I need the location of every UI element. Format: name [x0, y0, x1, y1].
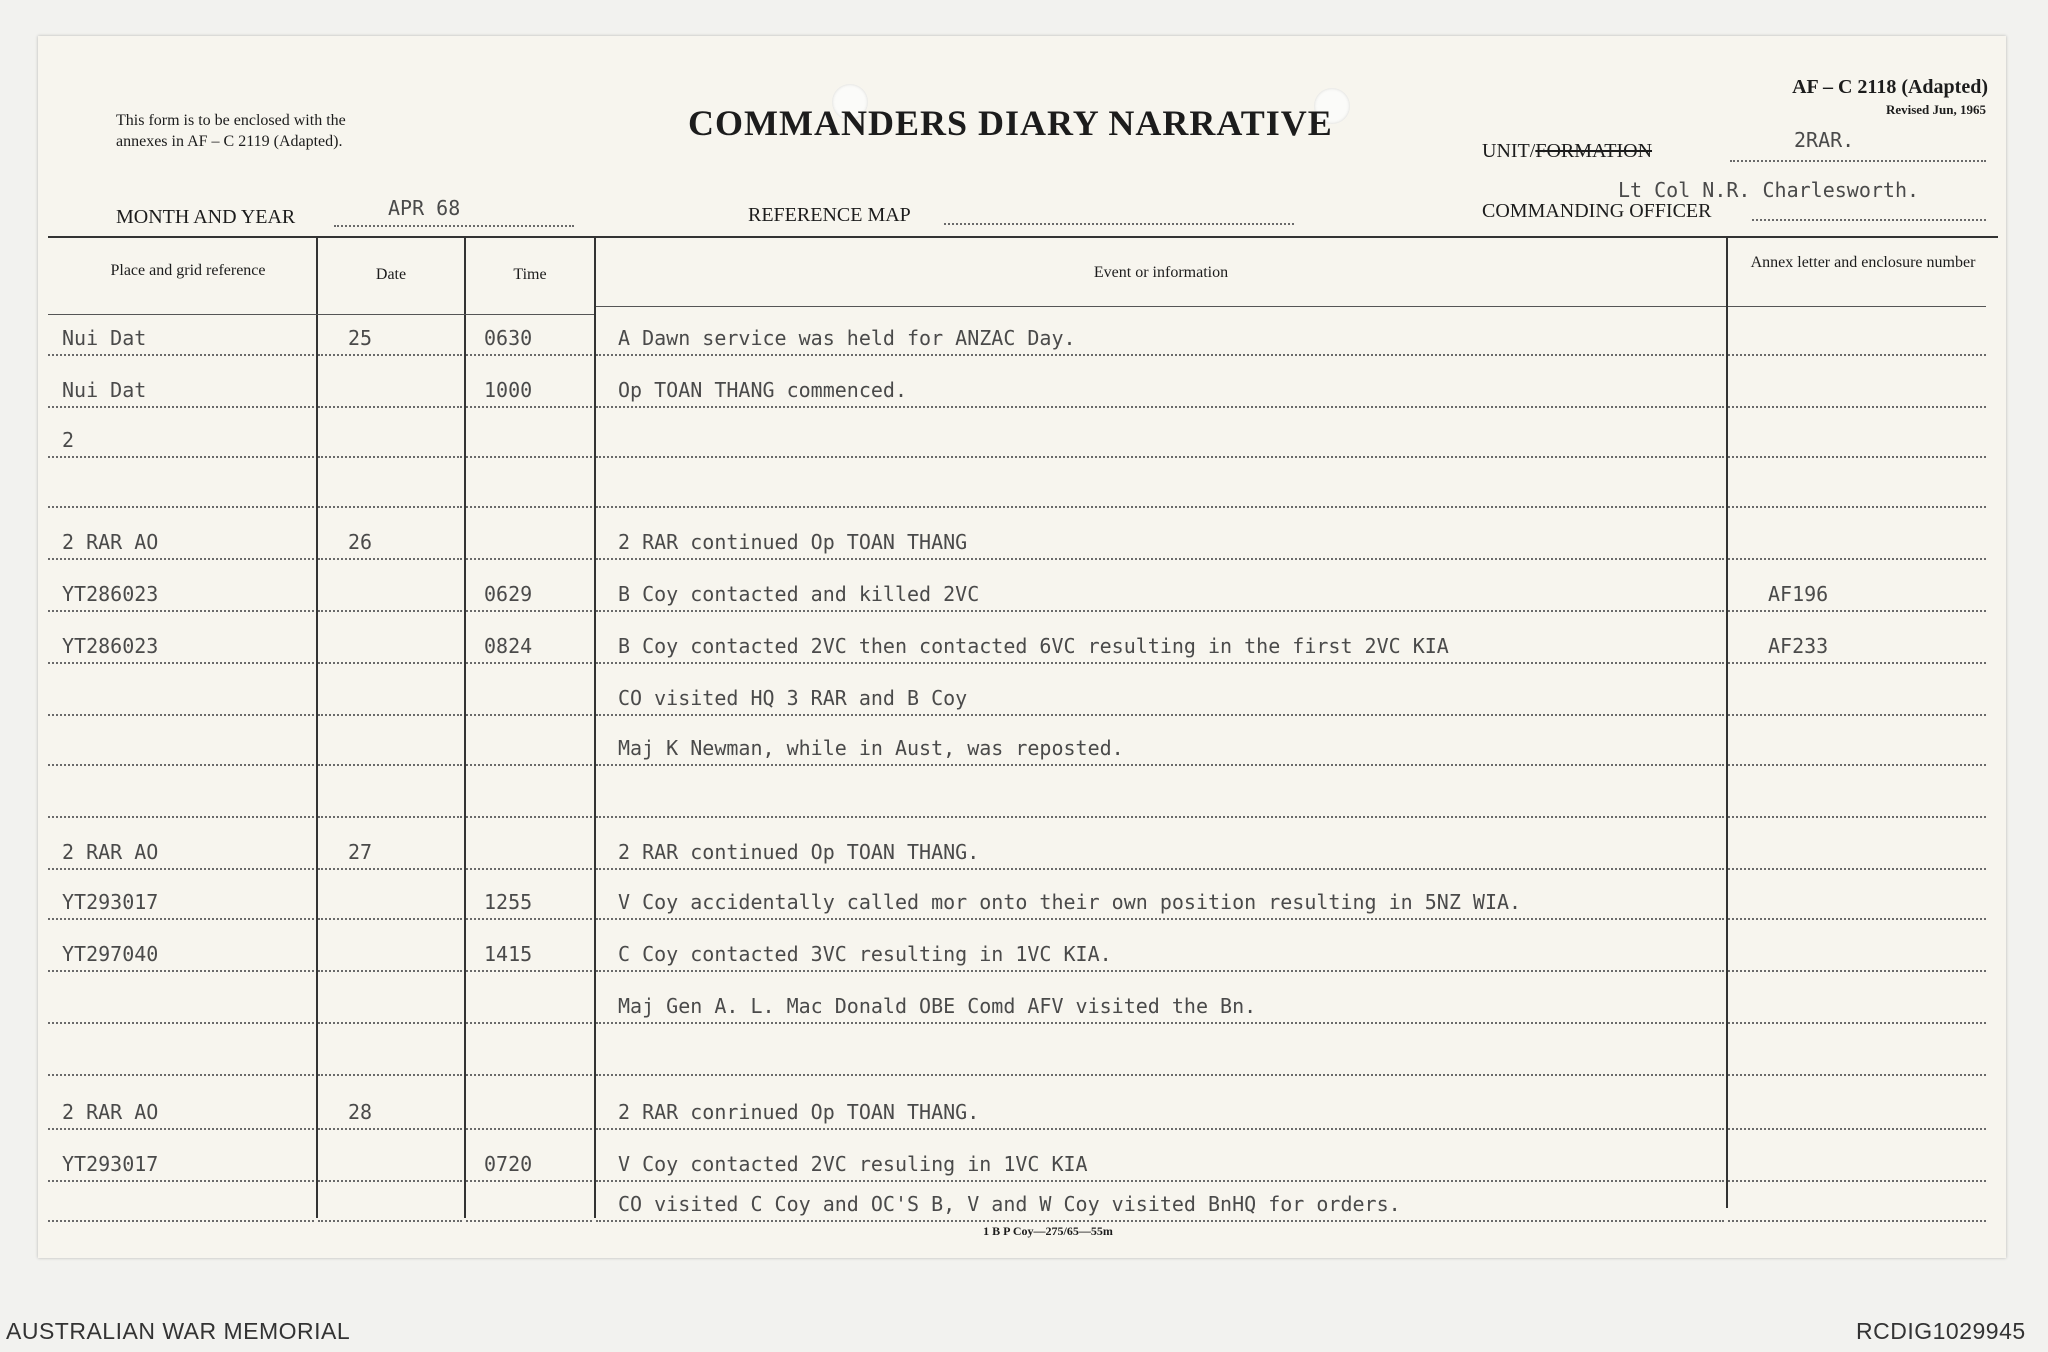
row-dotline	[596, 868, 1724, 870]
row-dotline	[1728, 406, 1986, 408]
row-dotline	[318, 1022, 462, 1024]
row-cell-event: B Coy contacted 2VC then contacted 6VC resulting in the first 2VC KIA	[618, 634, 1449, 658]
row-dotline	[1728, 1128, 1986, 1130]
co-dotline	[1752, 219, 1986, 221]
row-dotline	[596, 406, 1724, 408]
row-dotline	[48, 406, 314, 408]
row-cell-time: 0629	[484, 582, 533, 606]
row-dotline	[318, 970, 462, 972]
row-dotline	[318, 610, 462, 612]
row-dotline	[48, 1220, 314, 1222]
diary-sheet	[38, 36, 2006, 1258]
column-header-date: Date	[375, 266, 407, 283]
row-dotline	[466, 354, 592, 356]
row-dotline	[48, 662, 314, 664]
row-cell-date: 28	[348, 1100, 373, 1124]
row-dotline	[1728, 354, 1986, 356]
row-dotline	[48, 1180, 314, 1182]
row-dotline	[318, 764, 462, 766]
row-cell-event: CO visited HQ 3 RAR and B Coy	[618, 686, 968, 710]
row-dotline	[596, 456, 1724, 458]
row-dotline	[1728, 1220, 1986, 1222]
row-dotline	[318, 816, 462, 818]
row-dotline	[1728, 1074, 1986, 1076]
row-dotline	[596, 506, 1724, 508]
row-cell-place: 2	[62, 428, 75, 452]
row-dotline	[318, 662, 462, 664]
row-dotline	[48, 918, 314, 920]
row-dotline	[596, 714, 1724, 716]
row-cell-time: 1000	[484, 378, 533, 402]
row-dotline	[318, 558, 462, 560]
row-dotline	[48, 970, 314, 972]
row-dotline	[596, 558, 1724, 560]
row-dotline	[466, 610, 592, 612]
revised-date: Revised Jun, 1965	[1885, 102, 1986, 117]
row-dotline	[1728, 662, 1986, 664]
row-cell-annex: AF233	[1768, 634, 1829, 658]
row-cell-time: 0720	[484, 1152, 533, 1176]
row-dotline	[596, 610, 1724, 612]
form-title: COMMANDERS DIARY NARRATIVE	[688, 103, 1333, 143]
row-dotline	[466, 714, 592, 716]
row-dotline	[48, 714, 314, 716]
row-dotline	[466, 816, 592, 818]
form-code: AF – C 2118 (Adapted)	[1792, 76, 1988, 98]
archive-credit: AUSTRALIAN WAR MEMORIAL	[6, 1318, 351, 1344]
row-cell-place: YT286023	[62, 634, 159, 658]
row-dotline	[466, 918, 592, 920]
row-cell-event: 2 RAR continued Op TOAN THANG	[618, 530, 968, 554]
formation-struck-label: FORMATION	[1535, 140, 1653, 162]
row-dotline	[466, 1180, 592, 1182]
row-cell-date: 26	[348, 530, 373, 554]
row-dotline	[466, 1022, 592, 1024]
table-top-rule	[48, 236, 1998, 238]
row-cell-place: YT297040	[62, 942, 159, 966]
row-dotline	[1728, 1180, 1986, 1182]
row-dotline	[596, 662, 1724, 664]
row-cell-date: 27	[348, 840, 373, 864]
unit-label	[1482, 140, 1652, 163]
row-dotline	[1728, 816, 1986, 818]
row-dotline	[466, 764, 592, 766]
row-dotline	[48, 354, 314, 356]
header-rule	[48, 314, 594, 315]
column-header-event: Event or information	[1093, 264, 1229, 281]
row-cell-event: 2 RAR continued Op TOAN THANG.	[618, 840, 980, 864]
commanding-officer-label: COMMANDING OFFICER	[1482, 200, 1712, 222]
reference-map-dotline	[944, 223, 1294, 225]
row-cell-annex: AF196	[1768, 582, 1829, 606]
row-dotline	[48, 456, 314, 458]
row-cell-event: Maj K Newman, while in Aust, was reposted.	[618, 736, 1124, 760]
row-dotline	[466, 558, 592, 560]
unit-dotline	[1730, 160, 1986, 162]
row-dotline	[318, 868, 462, 870]
row-dotline	[466, 1074, 592, 1076]
row-dotline	[1728, 558, 1986, 560]
row-dotline	[466, 506, 592, 508]
row-dotline	[318, 1180, 462, 1182]
row-dotline	[466, 1220, 592, 1222]
row-cell-date: 25	[348, 326, 373, 350]
row-dotline	[48, 764, 314, 766]
row-dotline	[596, 918, 1724, 920]
unit-label-text: UNIT/	[1482, 140, 1536, 162]
month-year-value: APR 68	[388, 196, 461, 220]
row-dotline	[318, 1220, 462, 1222]
row-dotline	[466, 456, 592, 458]
row-cell-place: YT286023	[62, 582, 159, 606]
printer-note: 1 B P Coy—275/65—55m	[983, 1224, 1113, 1238]
row-dotline	[1728, 610, 1986, 612]
row-dotline	[318, 1074, 462, 1076]
row-dotline	[318, 456, 462, 458]
row-dotline	[48, 558, 314, 560]
row-dotline	[1728, 970, 1986, 972]
row-cell-place: Nui Dat	[62, 378, 147, 402]
row-dotline	[596, 764, 1724, 766]
row-dotline	[1728, 1022, 1986, 1024]
commanding-officer-value: Lt Col N.R. Charlesworth.	[1618, 178, 1920, 202]
row-cell-event: 2 RAR conrinued Op TOAN THANG.	[618, 1100, 980, 1124]
header-rule	[596, 306, 1726, 307]
row-dotline	[466, 970, 592, 972]
row-dotline	[596, 1220, 1724, 1222]
row-cell-event: CO visited C Coy and OC'S B, V and W Coy visited BnHQ for orders.	[618, 1192, 1401, 1216]
row-dotline	[1728, 764, 1986, 766]
row-dotline	[596, 1180, 1724, 1182]
row-cell-place: YT293017	[62, 890, 159, 914]
row-cell-time: 0630	[484, 326, 533, 350]
row-dotline	[48, 610, 314, 612]
column-divider	[464, 238, 466, 1218]
row-dotline	[48, 1074, 314, 1076]
row-dotline	[318, 714, 462, 716]
column-divider	[316, 238, 318, 1218]
column-header-place: Place and grid reference	[110, 262, 266, 279]
column-header-time: Time	[513, 266, 547, 283]
row-dotline	[596, 1128, 1724, 1130]
row-cell-event: C Coy contacted 3VC resulting in 1VC KIA.	[618, 942, 1112, 966]
row-cell-place: Nui Dat	[62, 326, 147, 350]
row-cell-event: V Coy contacted 2VC resuling in 1VC KIA	[618, 1152, 1088, 1176]
row-dotline	[466, 406, 592, 408]
archive-id: RCDIG1029945	[1856, 1318, 2026, 1344]
row-dotline	[1728, 918, 1986, 920]
row-cell-time: 1255	[484, 890, 533, 914]
row-dotline	[596, 1022, 1724, 1024]
row-dotline	[318, 506, 462, 508]
row-cell-event: Maj Gen A. L. Mac Donald OBE Comd AFV visited the Bn.	[618, 994, 1257, 1018]
row-dotline	[318, 1128, 462, 1130]
row-dotline	[1728, 714, 1986, 716]
row-cell-event: Op TOAN THANG commenced.	[618, 378, 907, 402]
row-dotline	[48, 1128, 314, 1130]
row-cell-place: 2 RAR AO	[62, 530, 159, 554]
row-dotline	[596, 970, 1724, 972]
row-dotline	[596, 354, 1724, 356]
row-cell-place: 2 RAR AO	[62, 840, 159, 864]
month-year-label: MONTH AND YEAR	[116, 206, 296, 228]
row-cell-time: 0824	[484, 634, 533, 658]
unit-value: 2RAR.	[1794, 128, 1855, 152]
enclosure-note-line: This form is to be enclosed with the	[116, 112, 346, 129]
reference-map-label: REFERENCE MAP	[748, 204, 911, 226]
row-cell-event: V Coy accidentally called mor onto their own position resulting in 5NZ WIA.	[618, 890, 1522, 914]
row-dotline	[318, 406, 462, 408]
row-dotline	[318, 354, 462, 356]
row-dotline	[596, 1074, 1724, 1076]
row-dotline	[466, 868, 592, 870]
row-dotline	[1728, 868, 1986, 870]
row-cell-event: A Dawn service was held for ANZAC Day.	[618, 326, 1076, 350]
row-cell-place: YT293017	[62, 1152, 159, 1176]
header-rule	[1728, 306, 1986, 307]
column-header-annex: Annex letter and enclosure number	[1750, 254, 1976, 271]
row-dotline	[1728, 506, 1986, 508]
column-divider	[594, 238, 596, 1218]
enclosure-note	[116, 110, 346, 152]
row-cell-place: 2 RAR AO	[62, 1100, 159, 1124]
row-dotline	[466, 1128, 592, 1130]
column-divider	[1726, 238, 1728, 1208]
row-dotline	[1728, 456, 1986, 458]
row-dotline	[466, 662, 592, 664]
row-dotline	[596, 816, 1724, 818]
month-year-dotline	[334, 225, 574, 227]
enclosure-note-line: annexes in AF – C 2119 (Adapted).	[116, 133, 343, 150]
row-cell-event: B Coy contacted and killed 2VC	[618, 582, 980, 606]
row-dotline	[48, 506, 314, 508]
row-dotline	[48, 1022, 314, 1024]
row-cell-time: 1415	[484, 942, 533, 966]
row-dotline	[48, 816, 314, 818]
row-dotline	[48, 868, 314, 870]
row-dotline	[318, 918, 462, 920]
